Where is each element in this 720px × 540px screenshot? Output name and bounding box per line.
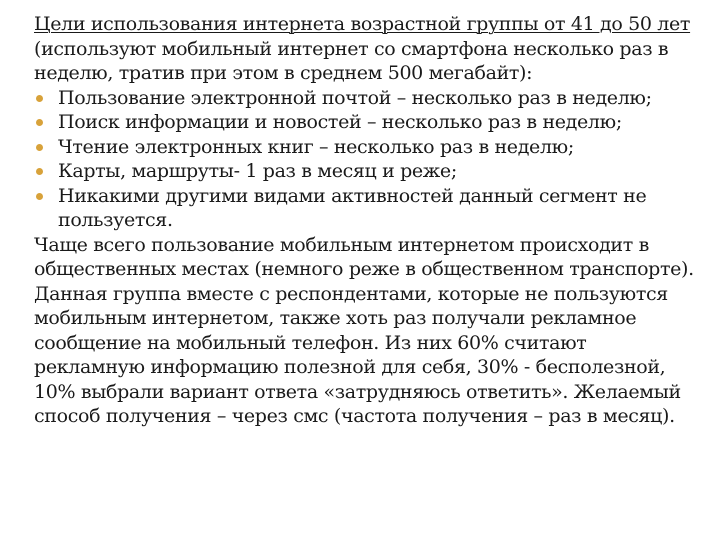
- advertising-paragraph: Данная группа вместе с респондентами, которые не пользуются мобильным интернетом, также хоть раз получали рекламное сообщение на мобильный телефон. Из них 60% считают рекламную информацию полезной для себя, 30% - бесполезной, 10% выбрали вариант ответа «затрудняюсь ответить». Желаемый способ получения – через смс (частота получения – раз в месяц).: [34, 282, 681, 427]
- bullet-dot-icon: [36, 95, 43, 102]
- list-item: [34, 110, 694, 135]
- usage-places-paragraph: Чаще всего пользование мобильным интернетом происходит в общественных местах (немного реже в общественном транспорте).: [34, 233, 694, 280]
- intro-rest: (используют мобильный интернет со смартфона несколько раз в неделю, тратив при этом в среднем 500 мегабайт):: [34, 37, 669, 84]
- bullet-dot-icon: [36, 119, 43, 126]
- bullet-dot-icon: [36, 144, 43, 151]
- bullet-dot-icon: [36, 193, 43, 200]
- bullet-list: [34, 86, 694, 233]
- intro-paragraph: [34, 12, 694, 86]
- bullet-text: Карты, маршруты- 1 раз в месяц и реже;: [58, 160, 457, 182]
- list-item: [34, 86, 694, 111]
- bullet-text: Поиск информации и новостей – несколько раз в неделю;: [58, 111, 622, 133]
- bullet-text: Пользование электронной почтой – несколько раз в неделю;: [58, 86, 652, 109]
- intro-underlined-lead: Цели использования интернета возрастной группы от 41 до 50 лет: [34, 13, 691, 35]
- list-item: [34, 184, 694, 233]
- bullet-dot-icon: [36, 168, 43, 175]
- list-item: [34, 159, 694, 184]
- bullet-text: Чтение электронных книг – несколько раз в неделю;: [58, 135, 574, 158]
- list-item: [34, 135, 694, 160]
- slide-content: [34, 12, 694, 429]
- bullet-text: Никакими другими видами активностей данный сегмент не пользуется.: [58, 184, 647, 231]
